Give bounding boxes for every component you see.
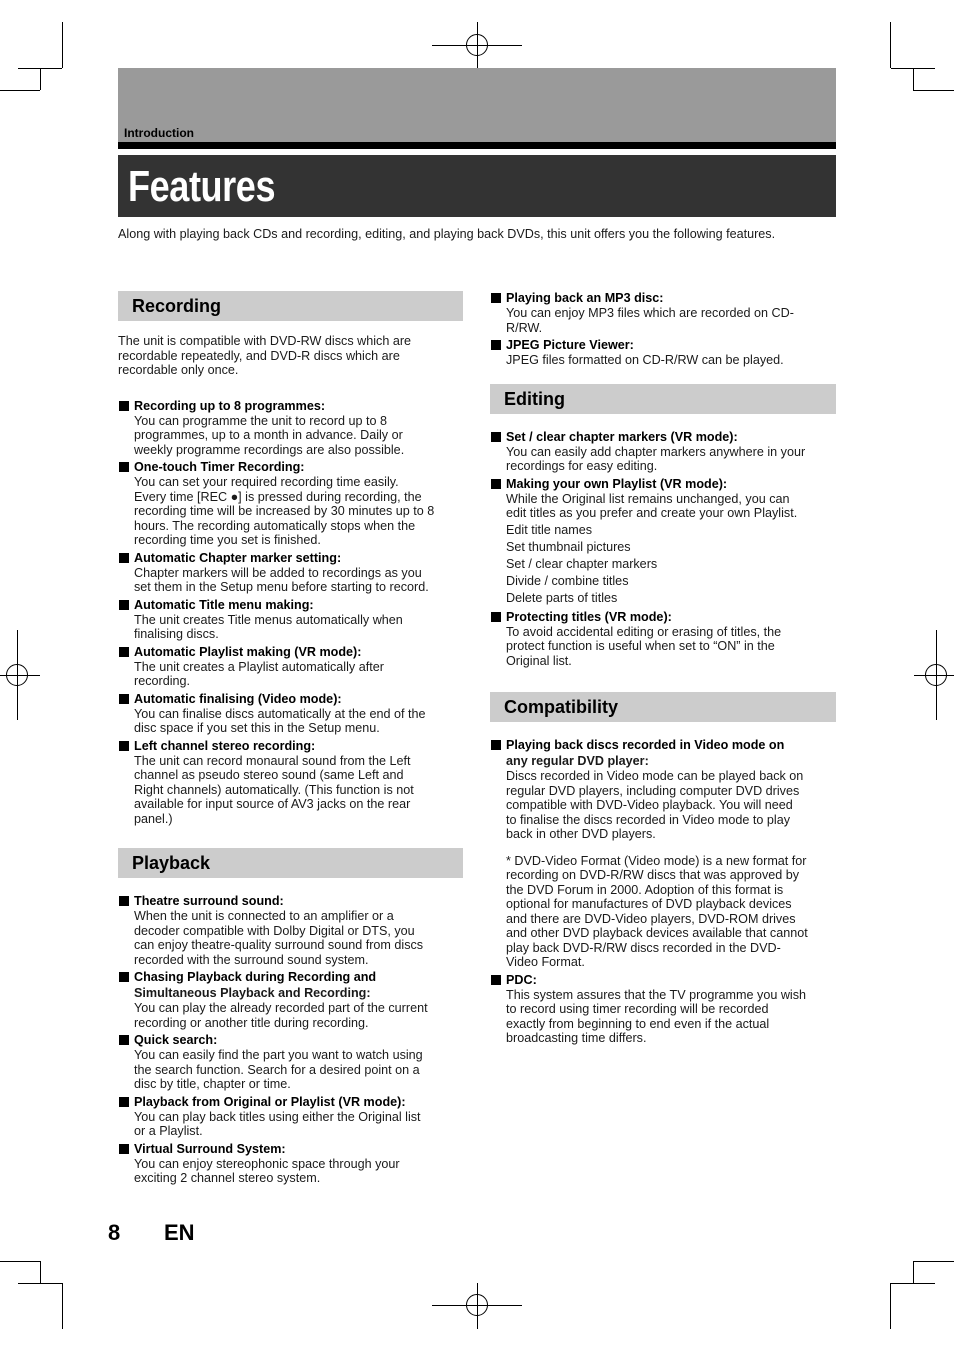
feature-item (118, 691, 463, 736)
feature-body: You can programme the unit to record up to 8 programmes, up to a month in advance. Daily or weekly programme recordings are also possible. (134, 413, 405, 457)
feature-body: While the Original list remains unchanged, you can edit titles as you prefer and create your own Playlist. Edit title names Set thumbnail pictures Set / clear chapter markers Divide / combine titles Delete parts of titles (490, 492, 836, 607)
feature-body: Discs recorded in Video mode can be played back on regular DVD players, including computer DVD drives compatible with DVD-Video playback. You will need to finalise the discs recorded in Video mode to play back in other DVD players. * DVD-Video Format (Video mode) is a new format for recording on DVD-R/RW discs that was approved by the DVD Forum in 2000. Adoption of this format is optional for manufactures of DVD playback devices and there are DVD-Video players, DVD-ROM drives and other DVD playback devices available that cannot play back DVD-R/RW discs recorded in the DVD- Video Format. (490, 769, 836, 970)
feature-item (118, 738, 463, 827)
page-language: EN (164, 1220, 195, 1245)
feature-body: Chapter markers will be added to recordings as you set them in the Setup menu before starting to record. (134, 565, 429, 594)
feature-item (118, 1094, 463, 1139)
feature-item (490, 972, 836, 1046)
feature-body: You can easily add chapter markers anywhere in your recordings for easy editing. (506, 444, 806, 473)
feature-item (490, 609, 836, 669)
feature-title: Chasing Playback during Recording and (118, 969, 463, 985)
crop-mark (890, 1283, 891, 1329)
feature-body: You can enjoy MP3 files which are recorded on CD- R/RW. (506, 306, 794, 335)
feature-title: Playing back an MP3 disc: (490, 290, 836, 306)
feature-title: JPEG Picture Viewer: (490, 337, 836, 353)
feature-title: Protecting titles (VR mode): (490, 609, 836, 625)
feature-item (118, 597, 463, 642)
list-item: Set / clear chapter markers (506, 556, 658, 571)
feature-title: One-touch Timer Recording: (118, 459, 463, 475)
feature-item (490, 290, 836, 335)
list-item: Set thumbnail pictures (506, 539, 631, 554)
registration-circle (6, 664, 28, 686)
list-item: Divide / combine titles (506, 573, 629, 588)
section-tag: Introduction (124, 126, 194, 140)
page-number: 8 (108, 1220, 121, 1245)
section-heading-editing: Editing (490, 384, 836, 414)
crop-mark (913, 90, 954, 91)
feature-item (118, 893, 463, 967)
section-heading-playback: Playback (118, 848, 463, 878)
feature-item (490, 429, 836, 474)
registration-circle (466, 1294, 488, 1316)
feature-title: Making your own Playlist (VR mode): (490, 476, 836, 492)
feature-item (118, 550, 463, 595)
feature-title: PDC: (490, 972, 836, 988)
crop-mark (18, 1283, 62, 1284)
feature-title-cont: Simultaneous Playback and Recording: (134, 986, 371, 1000)
feature-body: When the unit is connected to an amplifier or a decoder compatible with Dolby Digital or DTS, you can enjoy theatre-quality surround sound from discs recorded with the surround sound system. (134, 909, 424, 967)
crop-mark (913, 1261, 954, 1262)
feature-item (118, 398, 463, 458)
section-heading-compatibility: Compatibility (490, 692, 836, 722)
feature-title: Quick search: (118, 1032, 463, 1048)
page-title: Features (128, 162, 276, 211)
feature-title: Automatic Title menu making: (118, 597, 463, 613)
feature-title: Recording up to 8 programmes: (118, 398, 463, 414)
list-item: Delete parts of titles (506, 590, 618, 605)
crop-mark (62, 22, 63, 68)
feature-item (118, 1141, 463, 1186)
feature-body: The unit creates a Playlist automatically after recording. (134, 659, 384, 688)
registration-circle (925, 664, 947, 686)
footnote: * DVD-Video Format (Video mode) is a new format for recording on DVD-R/RW discs that was approved by the DVD Forum in 2000. Adoption of this format is optional for manufactures of DVD playback devices and there are DVD-Video players, DVD-ROM drives and other DVD playback devices available that cannot play back DVD-R/RW discs recorded in the DVD- Video Format. (506, 853, 808, 969)
feature-title: Playback from Original or Playlist (VR mode): (118, 1094, 463, 1110)
crop-mark (913, 68, 914, 90)
feature-title: Theatre surround sound: (118, 893, 463, 909)
feature-body: You can enjoy stereophonic space through your exciting 2 channel stereo system. (134, 1156, 400, 1185)
feature-title: Automatic Chapter marker setting: (118, 550, 463, 566)
feature-body: JPEG files formatted on CD-R/RW can be played. (506, 353, 784, 367)
feature-body: You can easily find the part you want to watch using the search function. Search for a desired point on a disc by title, chapter or time. (134, 1048, 423, 1091)
crop-mark (891, 1283, 935, 1284)
feature-title: Set / clear chapter markers (VR mode): (490, 429, 836, 445)
feature-item (490, 737, 836, 970)
feature-title-cont: any regular DVD player: (506, 754, 649, 768)
feature-item (118, 969, 463, 1030)
feature-item (118, 459, 463, 548)
crop-mark (890, 22, 891, 68)
header-rule (118, 142, 836, 149)
header-band (118, 68, 836, 142)
crop-mark (0, 1261, 40, 1262)
registration-circle (466, 34, 488, 56)
feature-body: You can finalise discs automatically at the end of the disc space if you set this in the Setup menu. (134, 706, 426, 735)
feature-title: Virtual Surround System: (118, 1141, 463, 1157)
feature-title: Playing back discs recorded in Video mode on (490, 737, 836, 753)
feature-item (118, 644, 463, 689)
feature-item (490, 337, 836, 368)
feature-item (490, 476, 836, 607)
crop-mark (40, 68, 41, 90)
right-column (490, 290, 836, 1046)
feature-body: The unit creates Title menus automatically when finalising discs. (134, 612, 403, 641)
feature-body: The unit can record monaural sound from the Left channel as pseudo stereo sound (same Left and Right channels) automatically. (This function is not available for input source of AV3 jacks on the rear panel.) (134, 753, 414, 826)
feature-title: Left channel stereo recording: (118, 738, 463, 754)
feature-title: Automatic finalising (Video mode): (118, 691, 463, 707)
feature-body: You can play the already recorded part of the current recording or another title during recording. (134, 1001, 428, 1030)
feature-body: You can play back titles using either the Original list or a Playlist. (134, 1109, 421, 1138)
list-item: Edit title names (506, 522, 593, 537)
crop-mark (0, 90, 40, 91)
intro-text: Along with playing back CDs and recording, editing, and playing back DVDs, this unit offers you the following features. (118, 227, 776, 241)
feature-body: This system assures that the TV programme you wish to record using timer recording will be recorded exactly from beginning to end even if the actual broadcasting time differs. (506, 987, 807, 1045)
feature-item (118, 1032, 463, 1092)
feature-title: Automatic Playlist making (VR mode): (118, 644, 463, 660)
feature-body: You can set your required recording time easily. Every time [REC ●] is pressed during recording, the recording time will be increased by 30 minutes up to 8 hours. The recording automatically stops when the recording time you set is finished. (134, 475, 435, 547)
left-column (118, 291, 463, 1186)
recording-intro: The unit is compatible with DVD-RW discs which are recordable repeatedly, and DVD-R discs which are recordable only once. (118, 334, 412, 377)
feature-body: To avoid accidental editing or erasing of titles, the protect function is useful when set to “ON” in the Original list. (506, 624, 782, 668)
section-heading-recording: Recording (118, 291, 463, 321)
crop-mark (913, 1261, 914, 1283)
crop-mark (62, 1283, 63, 1329)
crop-mark (40, 1261, 41, 1283)
